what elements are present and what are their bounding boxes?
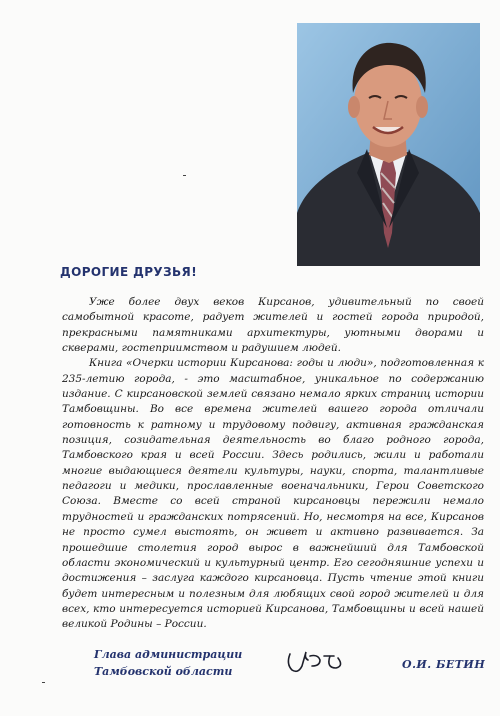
page-mark bbox=[42, 682, 45, 683]
signer-title-line2: Тамбовской области bbox=[94, 665, 233, 678]
letter-body bbox=[62, 295, 484, 633]
page-mark bbox=[183, 175, 186, 176]
signer-title bbox=[94, 646, 242, 680]
portrait-illustration bbox=[297, 23, 480, 266]
letter-paragraph: Уже более двух веков Кирсанов, удивительный по своей самобытной красоте, радует жителей и гостей города природой, прекрасными памятниками архитектуры, уютными дворами и скверами, гостеприимством и радушием людей. bbox=[62, 296, 484, 355]
signer-title-line1: Глава администрации bbox=[94, 648, 243, 661]
letter-paragraph: Книга «Очерки истории Кирсанова: годы и люди», подготовленная к 235-летию города, - это масштабное, уникальное по содержанию издание. С кирсановской землей связано немало ярких страниц истории Тамбовщины. Во все времена жителей вашего города отличали готовность к ратному и трудовому подвигу, активная гражданская позиция, созидательная деятельность во благо родного города, Тамбовского края и всей России. Здесь родились, жили и работали многие выдающиеся деятели культуры, науки, спорта, талантливые педагоги и медики, прославленные военачальники, Герои Советского Союза. Вместе со всей страной кирсановцы пережили немало трудностей и гражданских потрясений. Но, несмотря на все, Кирсанов не просто сумел выстоять, он живет и активно развивается. За прошедшие столетия город вырос в важнейший для Тамбовской области экономический и культурный центр. Его сегодняшние успехи и достижения – заслуга каждого кирсановца. Пусть чтение этой книги будет интересным и полезным для любящих свой город жителей и для всех, кто интересуется историей Кирсанова, Тамбовщины и всей нашей великой Родины – России. bbox=[62, 357, 484, 631]
handwritten-signature bbox=[280, 646, 356, 676]
portrait-photo bbox=[297, 23, 480, 266]
letter-heading: ДОРОГИЕ ДРУЗЬЯ! bbox=[60, 265, 198, 279]
signer-name: О.И. БЕТИН bbox=[402, 658, 486, 671]
